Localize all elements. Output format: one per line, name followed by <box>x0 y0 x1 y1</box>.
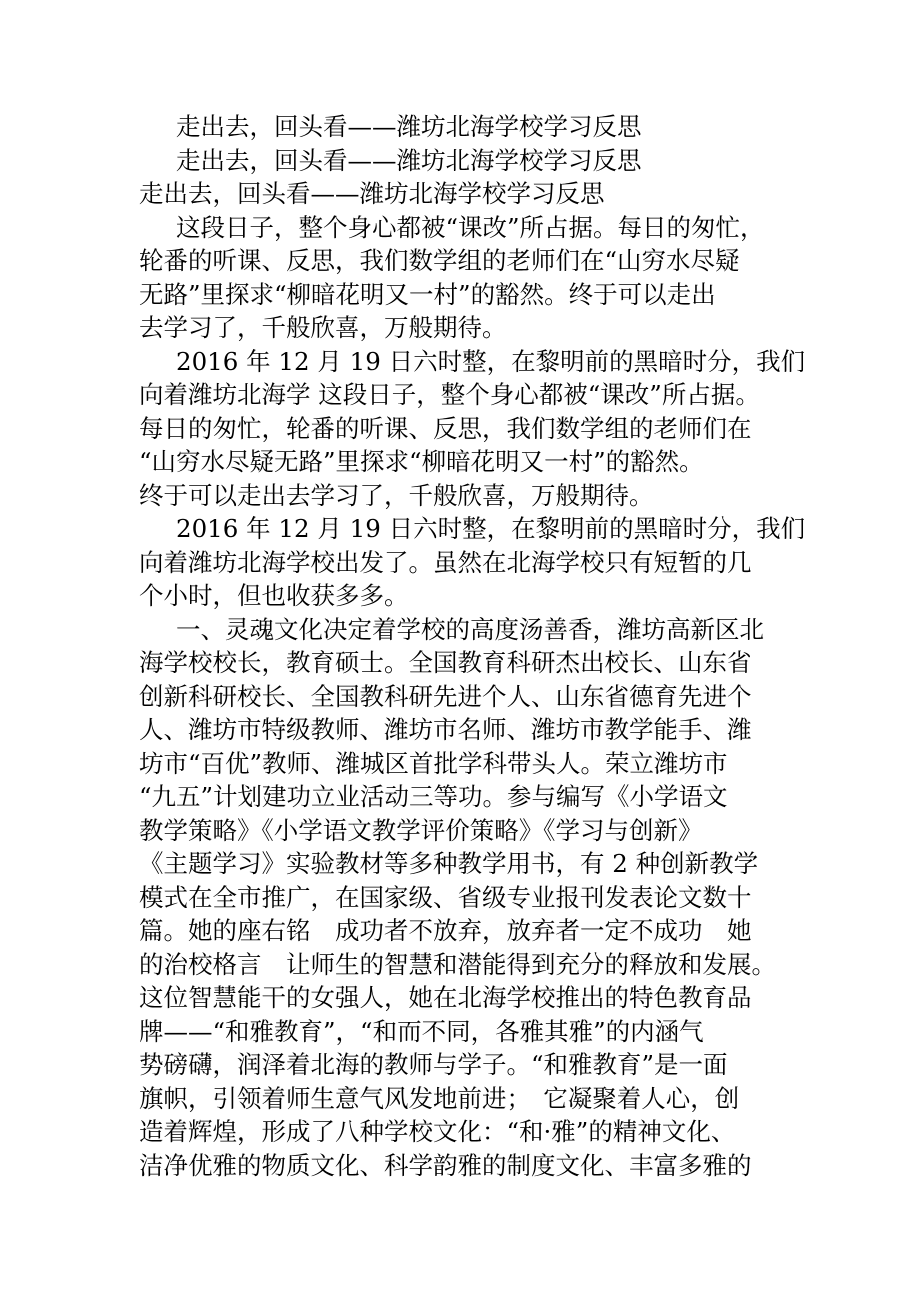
text-line: 造着辉煌，形成了八种学校文化：“和·雅”的精神文化、 <box>139 1117 736 1146</box>
text-line: 每日的匆忙，轮番的听课、反思，我们数学组的老师们在 <box>139 413 752 443</box>
document-body <box>139 110 806 1182</box>
text-line: 的治校格言 让师生的智慧和潜能得到充分的释放和发展。 <box>139 949 776 979</box>
text-line: 洁净优雅的物质文化、科学韵雅的制度文化、丰富多雅的 <box>139 1150 752 1180</box>
text-line: 一、灵魂文化决定着学校的高度汤善香，潍坊高新区北 <box>176 614 764 644</box>
text-line: 2016 年 12 月 19 日六时整，在黎明前的黑暗时分，我们 <box>176 514 806 543</box>
text-line: 人、潍坊市特级教师、潍坊市名师、潍坊市教学能手、潍 <box>139 715 752 744</box>
text-line: 去学习了，千般欣喜，万般期待。 <box>139 313 507 342</box>
text-line: 终于可以走出去学习了，千般欣喜，万般期待。 <box>139 480 654 510</box>
text-line: “九五”计划建功立业活动三等功。参与编写《小学语文 <box>139 782 728 811</box>
text-line: 教学策略》《小学语文教学评价策略》《学习与创新》 <box>139 815 703 845</box>
text-line: “山穷水尽疑无路”里探求“柳暗花明又一村”的豁然。 <box>139 447 704 476</box>
text-line: 势磅礴，润泽着北海的教师与学子。“和雅教育”是一面 <box>139 1050 728 1079</box>
text-line: 个小时，但也收获多多。 <box>139 581 409 610</box>
text-line: 这段日子，整个身心都被“课改”所占据。每日的匆忙， <box>176 212 765 242</box>
text-line: 轮番的听课、反思，我们数学组的老师们在“山穷水尽疑 <box>139 246 740 275</box>
text-line: 旗帜，引领着师生意气风发地前进； 它凝聚着人心，创 <box>139 1083 740 1113</box>
text-line: 无路”里探求“柳暗花明又一村”的豁然。终于可以走出 <box>139 279 716 309</box>
text-line: 创新科研校长、全国教科研先进个人、山东省德育先进个 <box>139 681 752 711</box>
text-line: 走出去，回头看——潍坊北海学校学习反思 <box>139 179 605 208</box>
text-line: 向着潍坊北海学校出发了。虽然在北海学校只有短暂的几 <box>139 547 752 577</box>
text-line: 走出去，回头看——潍坊北海学校学习反思 <box>176 112 642 141</box>
text-line: 坊市“百优”教师、潍城区首批学科带头人。荣立潍坊市 <box>139 748 728 778</box>
text-line: 走出去，回头看——潍坊北海学校学习反思 <box>176 145 642 175</box>
text-line: 模式在全市推广，在国家级、省级专业报刊发表论文数十 <box>139 882 752 912</box>
text-line: 这位智慧能干的女强人，她在北海学校推出的特色教育品 <box>139 983 752 1012</box>
text-line: 牌——“和雅教育”，“和而不同，各雅其雅”的内涵气 <box>139 1016 704 1046</box>
text-line: 海学校校长，教育硕士。全国教育科研杰出校长、山东省 <box>139 648 752 677</box>
text-line: 《主题学习》实验教材等多种教学用书，有 2 种创新教学 <box>139 849 759 878</box>
text-line: 篇。她的座右铭 成功者不放弃，放弃者一定不成功 她 <box>139 916 752 945</box>
text-line: 向着潍坊北海学 这段日子，整个身心都被“课改”所占据。 <box>139 380 760 409</box>
text-line: 2016 年 12 月 19 日六时整，在黎明前的黑暗时分，我们 <box>176 346 806 376</box>
